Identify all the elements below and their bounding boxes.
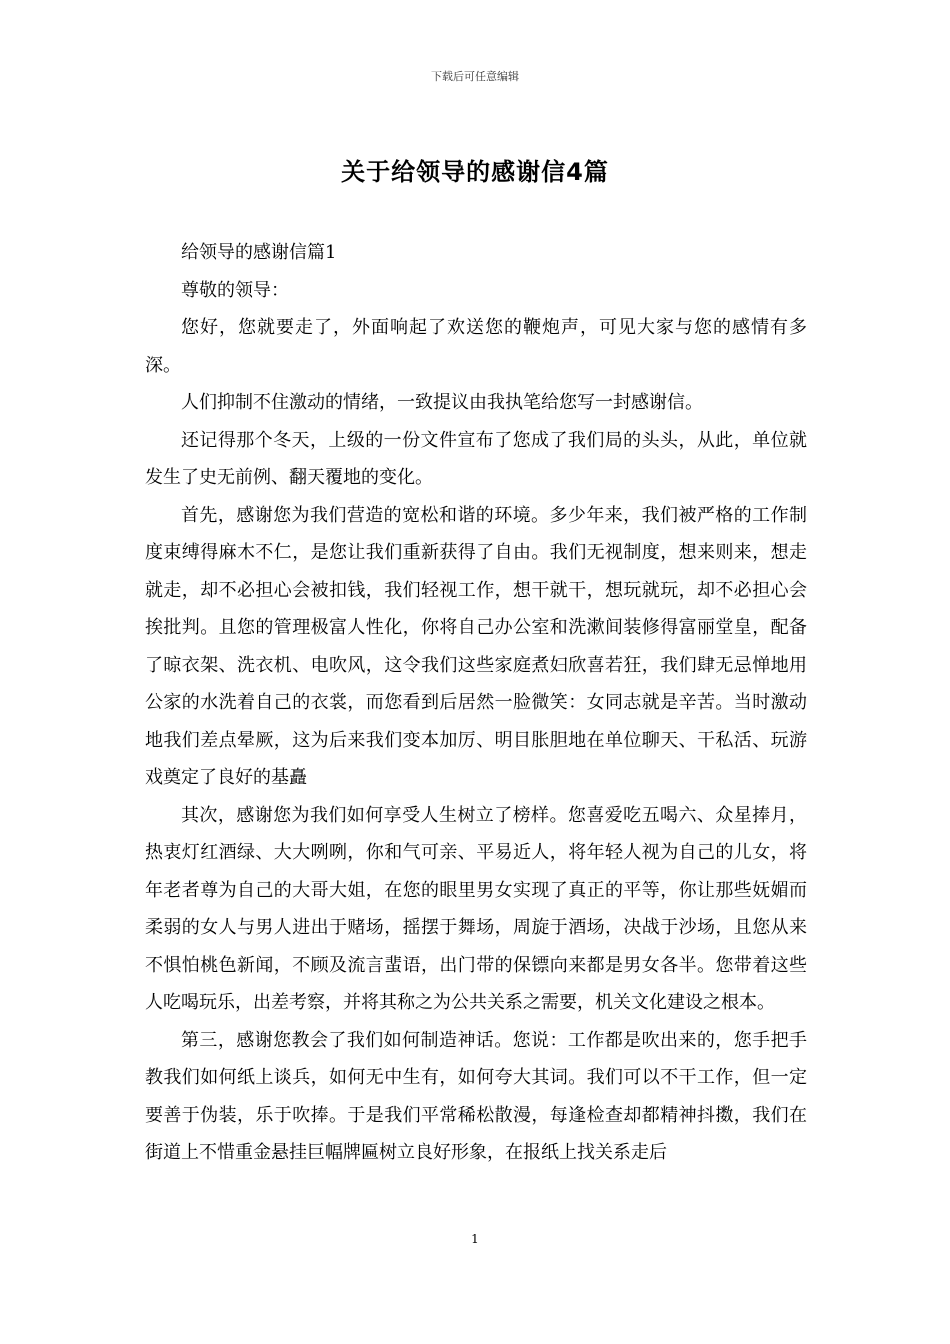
body-paragraph: 第三，感谢您教会了我们如何制造神话。您说：工作都是吹出来的，您手把手教我们如何纸上谈兵，如何无中生有，如何夸大其词。我们可以不干工作，但一定要善于伪装，乐于吹捧。于是我们平常稀松散漫，每逢检查却都精神抖擞，我们在街道上不惜重金悬挂巨幅牌匾树立良好形象，在报纸上找关系走后 [145, 1029, 807, 1163]
page-number: 1 [471, 1232, 479, 1246]
body-paragraph: 人们抑制不住激动的情绪，一致提议由我执笔给您写一封感谢信。 [181, 392, 703, 413]
body-paragraph: 还记得那个冬天，上级的一份文件宣布了您成了我们局的头头，从此，单位就发生了史无前例、翻天覆地的变化。 [145, 429, 807, 488]
section-heading: 给领导的感谢信篇1 [181, 242, 337, 263]
document-title: 关于给领导的感谢信4篇 [341, 158, 609, 186]
body-paragraph: 您好，您就要走了，外面响起了欢送您的鞭炮声，可见大家与您的感情有多深。 [145, 317, 807, 376]
header-note: 下载后可任意编辑 [431, 70, 519, 83]
body-paragraph: 首先，感谢您为我们营造的宽松和谐的环境。多少年来，我们被严格的工作制度束缚得麻木不仁，是您让我们重新获得了自由。我们无视制度，想来则来，想走就走，却不必担心会被扣钱，我们轻视工作，想干就干，想玩就玩，却不必担心会挨批判。且您的管理极富人性化，你将自己办公室和洗漱间装修得富丽堂皇，配备了晾衣架、洗衣机、电吹风，这令我们这些家庭煮妇欣喜若狂，我们肆无忌惮地用公家的水洗着自己的衣裳，而您看到后居然一脸微笑：女同志就是辛苦。当时激动地我们差点晕厥，这为后来我们变本加厉、明目胀胆地在单位聊天、干私活、玩游戏奠定了良好的基矗 [145, 504, 807, 788]
letter-body [145, 234, 807, 1172]
salutation: 尊敬的领导： [181, 279, 289, 301]
body-paragraph: 其次，感谢您为我们如何享受人生树立了榜样。您喜爱吃五喝六、众星捧月，热衷灯红酒绿、大大咧咧，你和气可亲、平易近人，将年轻人视为自己的儿女，将年老者尊为自己的大哥大姐，在您的眼里男女实现了真正的平等，你让那些妩媚而柔弱的女人与男人进出于赌场，摇摆于舞场，周旋于酒场，决战于沙场，且您从来不惧怕桃色新闻，不顾及流言蜚语，出门带的保镖向来都是男女各半。您带着这些人吃喝玩乐，出差考察，并将其称之为公共关系之需要，机关文化建设之根本。 [145, 804, 807, 1013]
